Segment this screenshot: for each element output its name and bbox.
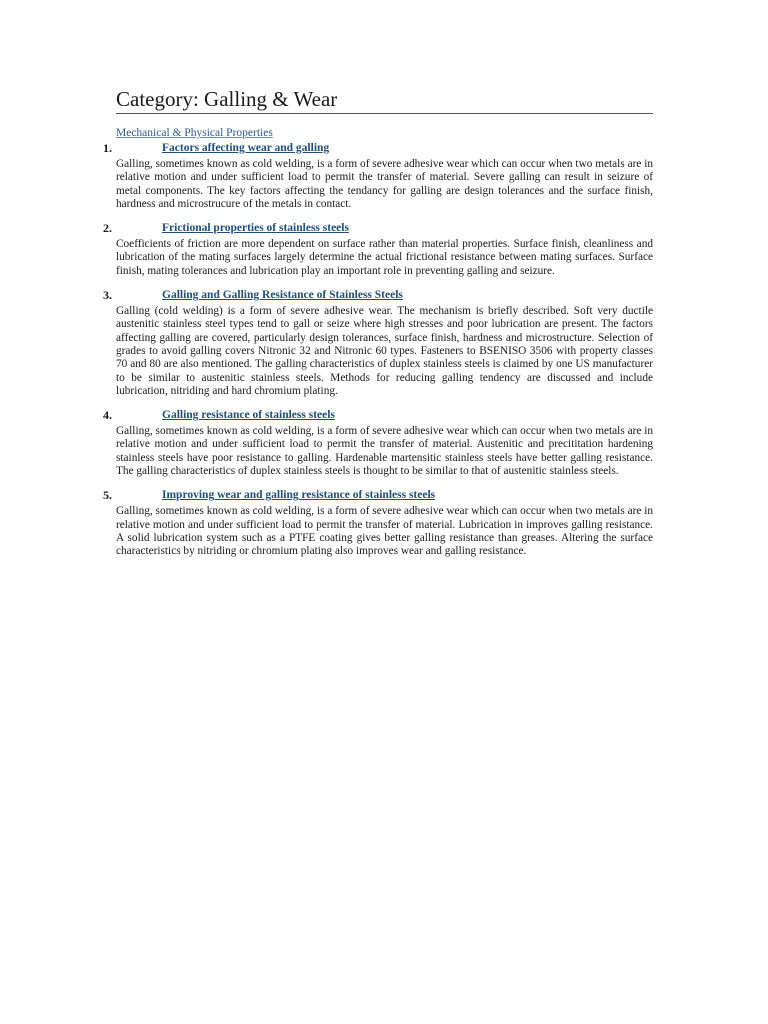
- section-body: Galling, sometimes known as cold welding, is a form of severe adhesive wear which can occur when two metals are in relative motion and under sufficient load to permit the transfer of material. Austenitic and precititation hardening stainless steels have poor resistance to galling. Hardenable martensitic stainless steels have better galling resistance. The galling characteristics of duplex stainless steels is thought to be similar to that of austenitic stainless steels.: [116, 425, 653, 478]
- section-1: [103, 141, 653, 211]
- section-body: Galling (cold welding) is a form of severe adhesive wear. The mechanism is briefly described. Soft very ductile austenitic stainless steel types tend to gall or seize where high stresses and poor lubrication are present. The factors affecting galling are covered, particularly design tolerances, surface finish, hardness and microstructure. Selection of grades to avoid galling covers Nitronic 32 and Nitronic 60 types. Fasteners to BSENISO 3506 with property classes 70 and 80 are also mentioned. The galling characteristics of duplex stainless steels is claimed by one US manufacturer to be similar to austenitic stainless steels. Methods for reducing galling tendency are discussed and include lubrication, nitriding and hard chromium plating.: [116, 305, 653, 397]
- section-heading: [103, 488, 653, 503]
- section-heading: [103, 141, 653, 156]
- page-title: Category: Galling & Wear: [116, 86, 653, 114]
- section-number: 1.: [103, 141, 112, 155]
- section-number: 3.: [103, 288, 112, 303]
- section-2: [103, 221, 653, 278]
- section-title-link[interactable]: Galling resistance of stainless steels: [162, 409, 335, 422]
- section-title-link[interactable]: Galling and Galling Resistance of Stainless Steels: [162, 289, 403, 302]
- section-title-link[interactable]: Frictional properties of stainless steels: [162, 222, 349, 235]
- section-body: Galling, sometimes known as cold welding, is a form of severe adhesive wear which can occur when two metals are in relative motion and under sufficient load to permit the transfer of material. Severe galling can result in seizure of metal components. The key factors affecting the tendancy for galling are design tolerances and the surface finish, hardness and microstrucure of the metals in contact.: [116, 158, 653, 210]
- section-5: [103, 488, 653, 558]
- category-link[interactable]: Mechanical & Physical Properties: [116, 127, 273, 139]
- section-heading: [103, 288, 653, 303]
- section-title-link[interactable]: Factors affecting wear and galling: [162, 142, 330, 154]
- section-number: 5.: [103, 488, 112, 503]
- section-number: 2.: [103, 221, 112, 236]
- document-page: [103, 86, 653, 559]
- section-body: Galling, sometimes known as cold welding, is a form of severe adhesive wear which can occur when two metals are in relative motion and under sufficient load to permit the transfer of material. Lubrication in improves galling resistance. A solid lubrication system such as a PTFE coating gives better galling resistance than greases. Altering the surface characteristics by nitriding or chromium plating also improves wear and galling resistance.: [116, 505, 653, 558]
- section-heading: [103, 408, 653, 423]
- section-3: [103, 288, 653, 398]
- section-title-link[interactable]: Improving wear and galling resistance of stainless steels: [162, 489, 436, 502]
- section-body: Coefficients of friction are more dependent on surface rather than material properties. Surface finish, cleanliness and lubrication of the mating surfaces largely determine the actual frictional resistance between mating surfaces. Surface finish, mating tolerances and lubrication play an important role in preventing galling and seizure.: [116, 238, 653, 277]
- section-heading: [103, 221, 653, 236]
- section-number: 4.: [103, 408, 112, 423]
- section-4: [103, 408, 653, 478]
